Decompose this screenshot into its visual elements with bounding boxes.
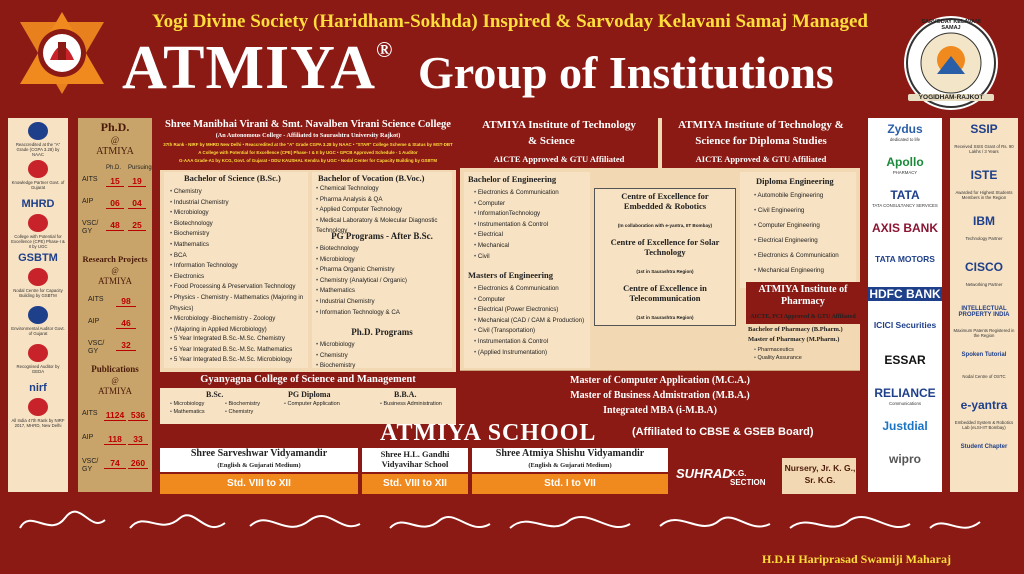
recognition-caption: Networking Partner: [965, 282, 1003, 287]
award-caption: All India 47th Rank by NIRF 2017, MHRD, New Delhi: [11, 418, 65, 428]
bsc-item: • (Majoring in Applied Microbiology): [170, 325, 310, 336]
gyanyagna-bsc-header: B.Sc.: [206, 390, 224, 399]
award-emblem-icon: [28, 122, 48, 140]
publication-row-value-2: 536: [128, 410, 148, 421]
me-item: • Electronics & Communication: [474, 284, 594, 295]
phd-row-value: 06: [106, 198, 124, 209]
phd-title: Ph.D.: [100, 120, 130, 134]
bsc-box: [164, 172, 308, 368]
award-caption: Environmental Auditor Govt. of Gujarat: [11, 326, 65, 336]
phd-col-header: Ph.D.: [106, 165, 122, 171]
school-unit: [472, 448, 668, 472]
diploma-header: [662, 118, 860, 168]
coe-subtitle: (In collaboration with e-yantra, IIT Bombay): [617, 223, 713, 228]
school-unit-std-text: Std. I to VII: [544, 478, 596, 489]
recognition-logo-text: Spoken Tutorial: [961, 352, 1007, 358]
phd-programs-list: [316, 340, 452, 372]
recognition-caption: Technology Partner: [965, 236, 1003, 241]
partner-logo-text: Justdial: [882, 419, 928, 433]
recognition-logo-text: IBM: [973, 214, 995, 228]
seal-bottom-text: YOGIDHAM-RAJKOT: [908, 94, 994, 101]
brand-name: ATMIYA: [122, 34, 377, 102]
de-item: • Computer Engineering: [754, 218, 858, 233]
bsc-item: • Microbiology: [170, 208, 310, 219]
science-note-2: A College with Potential for Excellence (CPE) Phase- I & II by UGC • GPCB Approved Schedule - 1 Auditor: [198, 150, 418, 155]
bsc-item: • Biochemistry: [170, 229, 310, 240]
kg-logo-text: SUHRAD: [676, 466, 732, 481]
school-unit-name: Shree Atmiya Shishu Vidyamandir: [495, 448, 645, 459]
recognition-logo-text: Student Chapter: [960, 444, 1008, 450]
phd-row-label: AIP: [82, 198, 94, 205]
gyanyagna-bsc-item: • Microbiology: [170, 400, 225, 408]
phd-programs-title: Ph.D. Programs: [351, 327, 413, 337]
project-row-label: AITS: [88, 296, 104, 303]
me-item: • Electrical (Power Electronics): [474, 305, 594, 316]
project-row-label: VSC/ GY: [88, 340, 105, 355]
bsc-item: • Chemistry: [170, 187, 310, 198]
award-caption: Knowledge Partner Govt. of Gujarat: [11, 180, 65, 190]
me-item: • Instrumentation & Control: [474, 337, 594, 348]
pharmacy-master: Master of Pharmacy (M.Pharm.): [748, 336, 840, 343]
recognition-logo-text: ISTE: [970, 168, 998, 182]
award-emblem-icon: [28, 306, 48, 324]
school-unit-std: [160, 474, 358, 494]
be-box: [464, 172, 590, 368]
award-emblem-icon: [28, 398, 48, 416]
gyanyagna-bba-item: • Business Administration: [380, 400, 442, 408]
phd-atmiya: ATMIYA: [96, 146, 134, 157]
project-row-value: 32: [116, 340, 136, 351]
pursuing-row-value: 04: [128, 198, 146, 209]
science-college-header: [160, 118, 456, 170]
pg-item: • Biotechnology: [316, 244, 452, 255]
research-stats-column: [78, 118, 152, 492]
coe-subtitle: (1st in Saurashtra Region): [636, 315, 694, 320]
school-panel: [160, 420, 860, 494]
seal-ring-text: SARVODAY KELAVANI SAMAJ: [921, 19, 981, 31]
publications-atmiya: ATMIYA: [97, 386, 132, 396]
award-logo-text: MHRD: [21, 198, 55, 210]
bsc-integrated-item: • 5 Year Integrated B.Sc.-M.Sc. Chemistry: [170, 334, 310, 345]
gujarati-signature-icon: [10, 498, 1010, 548]
bsc-integrated-item: • 5 Year Integrated B.Sc.-M.Sc. Mathematics: [170, 345, 310, 356]
school-unit-medium: (English & Gujarati Medium): [217, 462, 301, 469]
management-program: Master of Computer Application (M.C.A.): [570, 375, 750, 386]
school-title: ATMIYA SCHOOL: [380, 420, 597, 446]
gyanyagna-bba-list: [380, 400, 442, 408]
bvoc-item: • Applied Computer Technology: [316, 205, 452, 216]
bsc-title: Bachelor of Science (B.Sc.): [184, 173, 281, 183]
be-list: [474, 188, 594, 262]
partner-logo-sub: PHARMACY: [892, 170, 918, 175]
bsc-integrated-list: [170, 334, 310, 366]
pursuing-col-header: Pursuing: [128, 165, 152, 171]
bsc-item: • BCA: [170, 251, 310, 262]
phd-row-label: VSC/ GY: [82, 220, 99, 235]
publication-row-value-2: 260: [128, 458, 148, 469]
bsc-item: • Physics - Chemistry - Mathematics (Majoring in Physics): [170, 293, 310, 314]
bvoc-list: [316, 184, 452, 237]
de-item: • Electronics & Communication: [754, 248, 858, 263]
partner-logo-text: Zydus: [887, 122, 923, 136]
brand-title: [122, 33, 393, 104]
phd-row-value: 15: [106, 176, 124, 187]
pursuing-row-value: 25: [128, 220, 146, 231]
award-logo-text: GSBTM: [18, 252, 58, 264]
gyanyagna-bsc-item: • Mathematics: [170, 408, 225, 416]
be-item: • InformationTechnology: [474, 209, 594, 220]
be-title: Bachelor of Engineering: [468, 174, 557, 184]
phd-at: @: [110, 135, 120, 145]
recognition-caption: Awarded for Highest Students Members in the Region: [955, 190, 1013, 200]
ait-title-1: ATMIYA Institute of Technology: [482, 119, 636, 131]
phd-row-value: 48: [106, 220, 124, 231]
pg-list: [316, 244, 452, 318]
ait-title-2: & Science: [528, 135, 575, 147]
management-panel: [460, 370, 860, 423]
school-unit-std: [362, 474, 468, 494]
projects-at: @: [111, 266, 119, 275]
project-row-value: 98: [116, 296, 136, 307]
publication-row-label: AIP: [82, 434, 94, 441]
coe-title: Centre of Excellence for Embedded & Robotics: [621, 191, 709, 211]
partner-logo-text: Apollo: [886, 155, 924, 169]
bvoc-title: Bachelor of Vocation (B.Voc.): [318, 173, 425, 183]
publication-row-value: 118: [104, 434, 126, 445]
partner-logo-text: RELIANCE: [874, 386, 936, 400]
pg-item: • Industrial Chemistry: [316, 297, 452, 308]
publication-row-value: 1124: [105, 410, 125, 420]
bvoc-box: [312, 172, 452, 368]
pg-item: • Pharma Organic Chemistry: [316, 265, 452, 276]
partner-logo-sub: TATA CONSULTANCY SERVICES: [872, 203, 938, 208]
ait-approved: AICTE Approved & GTU Affiliated: [493, 154, 625, 164]
publication-row-label: VSC/ GY: [82, 458, 99, 473]
header-top-line: Yogi Divine Society (Haridham-Sokhda) Inspired & Sarvoday Kelavani Samaj Managed: [152, 11, 868, 32]
award-emblem-icon: [28, 214, 48, 232]
school-unit: [160, 448, 358, 472]
gyanyagna-pgd-item: • Computer Application: [284, 400, 340, 408]
bsc-item: • Biotechnology: [170, 219, 310, 230]
gyanyagna-bsc-list: [170, 400, 280, 416]
me-list: [474, 284, 594, 358]
pg-item: • Mathematics: [316, 286, 452, 297]
school-unit-std: [472, 474, 668, 494]
bvoc-item: • Medical Laboratory & Molecular Diagnostic Technology: [316, 216, 452, 237]
pg-item: • Chemistry (Analytical / Organic): [316, 276, 452, 287]
gyanyagna-title: Gyanyagna College of Science and Management: [160, 372, 456, 388]
management-program: Integrated MBA (i-M.B.A): [603, 405, 717, 416]
publication-row-label: AITS: [82, 410, 98, 417]
de-title: Diploma Engineering: [756, 176, 834, 186]
recognition-logo-text: e-yantra: [960, 398, 1008, 412]
header: [0, 0, 1024, 112]
publication-row-value: 74: [104, 458, 126, 469]
partner-logo-sub: Communications: [888, 401, 921, 406]
coe-box: [594, 188, 736, 326]
partner-logo-text: HDFC BANK: [869, 287, 941, 301]
project-row-label: AIP: [88, 318, 100, 325]
recognitions-column: [950, 118, 1018, 492]
school-unit-std-text: Std. VIII to XII: [383, 478, 447, 489]
diploma-approved: AICTE Approved & GTU Affiliated: [695, 154, 827, 164]
recognition-caption: Maximum Patents Registered in the Region: [953, 328, 1015, 338]
bsc-item: • Food Processing & Preservation Technology: [170, 282, 310, 293]
be-item: • Electrical: [474, 230, 594, 241]
science-college-title: Shree Manibhai Virani & Smt. Navalben Virani Science College: [165, 119, 451, 130]
phd-program-item: • Biochemistry: [316, 361, 452, 372]
ait-panel: [460, 118, 860, 370]
school-unit: [362, 448, 468, 472]
school-affiliation: (Affiliated to CBSE & GSEB Board): [632, 426, 814, 438]
me-item: • Civil (Transportation): [474, 326, 594, 337]
bsc-item: • Industrial Chemistry: [170, 198, 310, 209]
be-item: • Civil: [474, 252, 594, 263]
phd-row-label: AITS: [82, 176, 98, 183]
science-college-subtitle: (An Autonomous College - Affiliated to Saurashtra University Rajkot): [215, 132, 401, 139]
kg-text: Nursery, Jr. K. G., Sr. K.G.: [784, 463, 856, 485]
phd-program-item: • Microbiology: [316, 340, 452, 351]
brand-reg: ®: [376, 37, 394, 62]
award-caption: Nodal Centre for Capacity Building by GSBTM: [13, 288, 63, 298]
be-item: • Electronics & Communication: [474, 188, 594, 199]
bsc-integrated-item: • 5 Year Integrated B.Sc.-M.Sc. Microbiology: [170, 355, 310, 366]
publications-title: Publications: [91, 364, 139, 374]
bsc-item: • Mathematics: [170, 240, 310, 251]
gyanyagna-panel: [160, 372, 456, 424]
phd-program-item: • Chemistry: [316, 351, 452, 362]
project-row-value: 46: [116, 318, 136, 329]
school-unit-name: Shree H.L. Gandhi Vidyavihar School: [380, 449, 450, 469]
projects-title: Research Projects: [82, 254, 148, 264]
school-unit-std-text: Std. VIII to XII: [227, 478, 291, 489]
pharmacy-approved: AICTE, PCI Approved & GTU Affiliated: [750, 314, 856, 320]
me-item: • Mechanical (CAD / CAM & Production): [474, 316, 594, 327]
bsc-item: • Information Technology: [170, 261, 310, 272]
pg-title: PG Programs - After B.Sc.: [331, 231, 433, 241]
de-item: • Automobile Engineering: [754, 188, 858, 203]
bsc-list: [170, 187, 310, 335]
pg-item: • Microbiology: [316, 255, 452, 266]
award-emblem-icon: [28, 344, 48, 362]
partner-logo-sub: dedicated to life: [889, 137, 921, 142]
management-program: Master of Business Admistration (M.B.A.): [570, 390, 750, 401]
bsc-item: • Electronics: [170, 272, 310, 283]
publication-row-value-2: 33: [128, 434, 148, 445]
school-unit-medium: (English & Gujarati Medium): [528, 462, 612, 469]
be-item: • Mechanical: [474, 241, 594, 252]
me-title: Masters of Engineering: [468, 270, 553, 280]
partner-logo-text: AXIS BANK: [871, 221, 938, 235]
coe-subtitle: (1st in Saurashtra Region): [636, 269, 694, 274]
recognition-logo-text: CISCO: [964, 260, 1003, 274]
partner-logo-text: ICICI Securities: [873, 320, 937, 330]
diploma-title-1: ATMIYA Institute of Technology &: [678, 119, 844, 131]
pursuing-row-value: 19: [128, 176, 146, 187]
kg-box: [672, 458, 856, 494]
de-item: • Civil Engineering: [754, 203, 858, 218]
bsc-item: • Microbiology -Biochemistry - Zoology: [170, 314, 310, 325]
partner-logo-text: TATA MOTORS: [875, 254, 935, 264]
science-note-3: G-AAA Grade-A1 by KCG, Govt. of Gujarat • DDU KAUSHAL Kendra by UGC • Nodal Center for Capacity Building by GSBTM: [179, 158, 437, 163]
bvoc-item: • Chemical Technology: [316, 184, 452, 195]
pharmacy-title-1: ATMIYA Institute of: [758, 284, 848, 295]
award-caption: College with Potential for Excellence (CPE) Phase-I & II by UGC: [11, 234, 65, 249]
award-caption: Recognised Auditor by GEDA: [16, 364, 60, 374]
school-title-row: [380, 422, 860, 448]
pharmacy-title-2: Pharmacy: [781, 296, 825, 307]
recognition-caption: Received SSIS Grant of Rs. 90 Lakhs / 3 Years: [954, 144, 1014, 154]
science-college-panel: [160, 118, 456, 372]
pharmacy-bachelor: Bachelor of Pharmacy (B.Pharm.): [748, 326, 843, 333]
recognition-logo-text: SSIP: [970, 122, 998, 136]
me-item: • (Applied Instrumentation): [474, 348, 594, 359]
left-awards-column: [8, 118, 68, 492]
signature-name: H.D.H Hariprasad Swamiji Maharaj: [762, 552, 951, 566]
recognition-caption: Nodal Centre of OSTC: [962, 374, 1006, 379]
de-list: [754, 188, 858, 278]
bvoc-item: • Pharma Analysis & QA: [316, 195, 452, 206]
me-item: • Computer: [474, 295, 594, 306]
gyanyagna-bsc-item: • Biochemistry: [225, 400, 280, 408]
kg-logo-sub: K.G. SECTION: [730, 469, 766, 487]
recognition-logo-text: INTELLECTUAL PROPERTY INDIA: [958, 306, 1010, 318]
brand-subtitle: Group of Institutions: [418, 47, 834, 98]
de-item: • Mechanical Engineering: [754, 263, 858, 278]
gyanyagna-pgd-header: PG Diploma: [288, 390, 331, 399]
award-caption: Reaccredited at the "A" Grade (CGPA 3.28) by NAAC: [15, 142, 61, 157]
partner-logo-text: TATA: [890, 188, 920, 202]
projects-atmiya: ATMIYA: [97, 276, 132, 286]
de-box: [740, 172, 856, 288]
award-emblem-icon: [28, 268, 48, 286]
gyanyagna-bsc-item: • Chemistry: [225, 408, 280, 416]
de-item: • Electrical Engineering: [754, 233, 858, 248]
partners-column: [868, 118, 942, 492]
ait-header: [460, 118, 658, 168]
be-item: • Instrumentation & Control: [474, 220, 594, 231]
school-unit-name: Shree Sarveshwar Vidyamandir: [190, 448, 328, 459]
award-emblem-icon: [28, 160, 48, 178]
diploma-title-2: Science for Diploma Studies: [695, 135, 827, 147]
science-note-1: 37th Rank - NIRF by MHRD New Delhi • Reaccredited at the "A" Grade CGPA 3.28 by NAAC • "STAR" College Scheme & Status by MST-DBT: [163, 142, 453, 147]
gyanyagna-pgd-list: [284, 400, 340, 408]
sarvoday-seal: [904, 16, 998, 110]
atmiya-logo-icon: [14, 8, 110, 98]
pg-item: • Information Technology & CA: [316, 308, 452, 319]
pharmacy-item: • Pharmaceutics: [754, 346, 854, 354]
partner-logo-text: ESSAR: [884, 353, 926, 367]
kg-logo: [672, 458, 782, 494]
coe-title: Centre of Excellence in Telecommunication: [623, 283, 707, 303]
pharmacy-list: [754, 346, 854, 362]
coe-title: Centre of Excellence for Solar Technology: [610, 237, 720, 257]
be-item: • Computer: [474, 199, 594, 210]
award-logo-text: nirf: [29, 382, 47, 394]
recognition-caption: Embedded System & Robotics Lab (eLSI-IIT Bombay): [954, 420, 1014, 430]
publications-at: @: [111, 376, 119, 385]
partner-logo-text: wipro: [889, 452, 921, 466]
pharmacy-item: • Quality Assurance: [754, 354, 854, 362]
gyanyagna-bba-header: B.B.A.: [394, 390, 417, 399]
